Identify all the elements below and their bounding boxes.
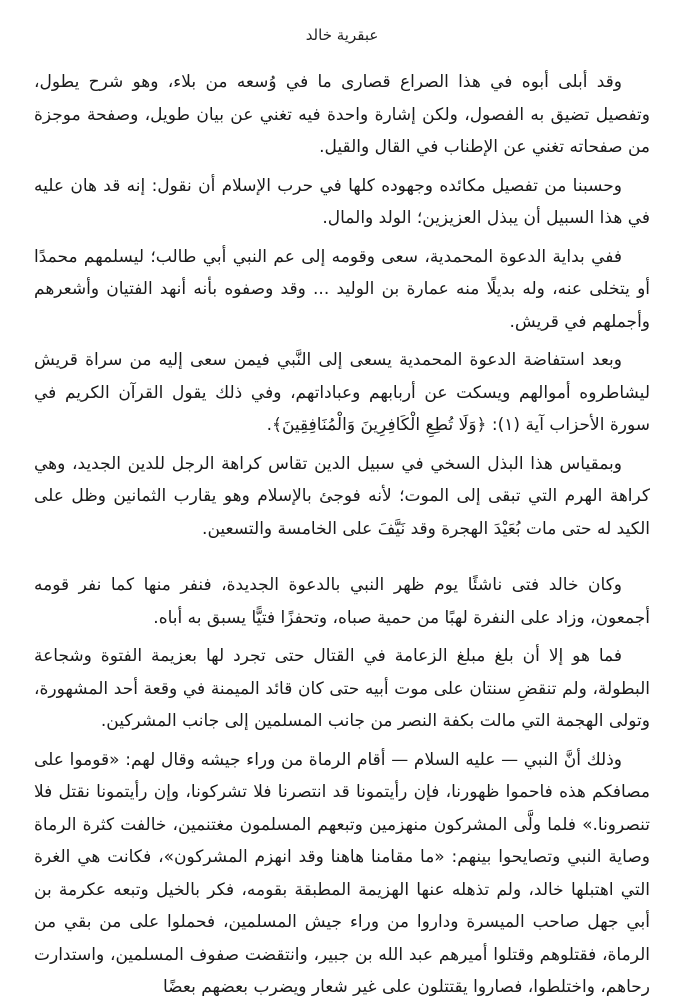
running-header: عبقرية خالد [305, 26, 379, 44]
paragraph-5: وبمقياس هذا البذل السخي في سبيل الدين تقاس كراهة الرجل للدين الجديد، وهي كراهة الهرم التي تبقى إلى الموت؛ لأنه فوجئ بالإسلام وهو يقارب الثمانين وظل على الكيد له حتى مات بُعَيْدَ الهجرة وقد نَيَّفَ على الخامسة والتسعين. [34, 453, 650, 539]
paragraph-6: وكان خالد فتى ناشئًا يوم ظهر النبي بالدعوة الجديدة، فنفر منها كما نفر قومه أجمعون، وزاد على النفرة لهبًا من حمية صباه، وتحفزًا فتيًّا يسبق به أباه. [34, 575, 650, 628]
paragraph-8: وذلك أنَّ النبي — عليه السلام — أقام الرماة من وراء جيشه وقال لهم: «قوموا على مصافكم هذه فاحموا ظهورنا، فإن رأيتمونا قد انتصرنا فلا تشركونا، وإن رأيتمونا نقتل فلا تنصرونا.» فلما ولَّى المشركون منهزمين وتبعهم المسلمون مغتنمين، خالفت كثرة الرماة وصاية النبي وتصايحوا بينهم: «ما مقامنا هاهنا وقد انهزم المشركون»، فكانت هي الغرة التي اهتبلها خالد، ولم تذهله عنها الهزيمة المطبقة بقومه، فكر بالخيل وتبعه عكرمة بن أبي جهل صاحب الميسرة وداروا من وراء جيش المسلمين، فحملوا على من بقي من الرماة، فقتلوهم وقتلوا أميرهم عبد الله بن جبير، وانتقضت صفوف المسلمين، واستدارت رحاهم، واختلطوا، فصاروا يقتتلون على غير شعار ويضرب بعضهم بعضًا [34, 749, 650, 997]
paragraph-3: ففي بداية الدعوة المحمدية، سعى وقومه إلى عم النبي أبي طالب؛ ليسلمهم محمدًا أو يتخلى عنه، وله بديلًا منه عمارة بن الوليد ... وقد وصفوه بأنه أنهد الفتيان وأشعرهم وأجملهم في قريش. [34, 246, 650, 332]
paragraph-7: فما هو إلا أن بلغ مبلغ الزعامة في القتال حتى تجرد لها بعزيمة الفتوة وشجاعة البطولة، ولم تنقضِ سنتان على موت أبيه حتى كان قائد الميمنة في وقعة أحد المشهورة، وتولى الهجمة التي مالت بكفة النصر من جانب المسلمين إلى جانب المشركين. [34, 646, 650, 731]
paragraph-4: وبعد استفاضة الدعوة المحمدية يسعى إلى النَّبي فيمن سعى إليه من سراة قريش ليشاطروه أموالهم ويسكت عن أربابهم وعباداتهم، وفي ذلك يقول القرآن الكريم في سورة الأحزاب آية (١): ﴿وَلَا تُطِعِ الْكَافِرِينَ وَالْمُنَافِقِينَ﴾. [34, 350, 650, 435]
paragraph-2: وحسبنا من تفصيل مكائده وجهوده كلها في حرب الإسلام أن نقول: إنه قد هان عليه في هذا السبيل أن يبذل العزيزين؛ الولد والمال. [34, 175, 650, 228]
paragraph-1: وقد أبلى أبوه في هذا الصراع قصارى ما في وُسعه من بلاء، وهو شرح يطول، وتفصيل تضيق به الفصول، ولكن إشارة واحدة فيه تغني عن بيان طويل، وصفحة موجزة من صفحاته تغني عن الإطناب في القال والقيل. [34, 72, 650, 157]
body-text [34, 66, 650, 1004]
